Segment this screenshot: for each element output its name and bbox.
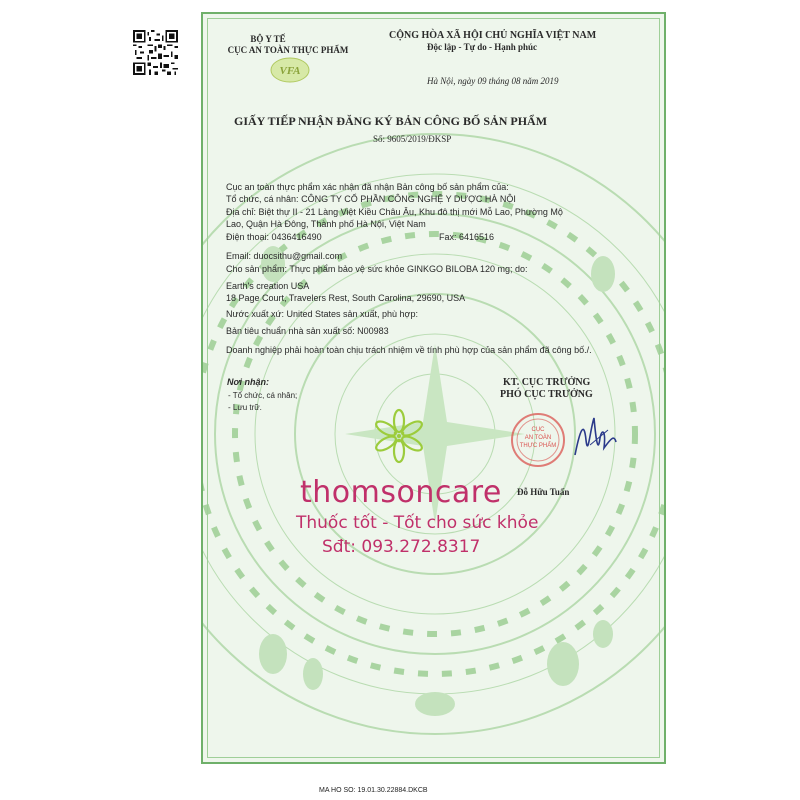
body-maker: Earth's creation USA [226,281,310,291]
brand-phone: Sđt: 093.272.8317 [322,537,481,557]
recipients-title: Nơi nhận: [227,377,270,387]
ministry-name: BỘ Y TẾ [250,34,286,44]
brand-slogan: Thuốc tốt - Tốt cho sức khỏe [296,513,539,533]
dossier-code: MA HO SO: 19.01.30.22884.DKCB [319,787,428,794]
body-product: Cho sản phẩm: Thực phẩm bảo vệ sức khỏe GINKGO BILOBA 120 mg; do: [226,264,528,274]
svg-text:VFA: VFA [279,65,301,77]
department-name: CỤC AN TOÀN THỰC PHẨM [227,45,349,55]
body-line-1: Cục an toàn thực phẩm xác nhận đã nhận Bản công bố sản phẩm của: [226,182,509,192]
body-line-4: Lao, Quận Hà Đông, Thành phố Hà Nội, Việt Nam [226,219,426,229]
document-number: Số: 9605/2019/ĐKSP [373,134,452,144]
motto: Độc lập - Tự do - Hạnh phúc [427,42,538,52]
body-maker-address: 18 Page Court, Travelers Rest, South Carolina, 29690, USA [226,293,466,303]
body-line-3: Địa chỉ: Biệt thự II - 21 Làng Việt Kiều Châu Âu, Khu đô thị mới Mỗ Lao, Phường Mộ [226,207,563,217]
stamp-text-3: THỰC PHẨM [519,443,557,449]
body-fax: Fax: 6416516 [439,232,495,242]
flower-logo-icon [368,405,430,467]
body-responsibility: Doanh nghiệp phải hoàn toàn chịu trách nhiệm về tính phù hợp của sản phẩm đã công bố./. [226,345,592,355]
signer-role-1: KT. CỤC TRƯỞNG [503,377,591,388]
body-line-2: Tổ chức, cá nhân: CÔNG TY CỔ PHẦN CÔNG NGHỆ Y DƯỢC HÀ NỘI [226,194,516,204]
recipient-2: - Lưu trữ. [228,403,262,412]
body-phone: Điện thoại: 0436416490 [226,232,322,242]
body-email: Email: duocsithu@gmail.com [226,251,343,261]
signer-role-2: PHÓ CỤC TRƯỞNG [500,389,593,400]
date-line: Hà Nội, ngày 09 tháng 08 năm 2019 [427,76,559,86]
stamp-text-2: AN TOÀN [524,435,552,441]
body-origin: Nước xuất xứ: United States sản xuất, phù hợp: [226,309,418,319]
handwritten-signature [570,410,620,465]
stamp-text-1: CỤC [531,427,545,433]
signer-name: Đỗ Hữu Tuấn [517,487,570,497]
body-standard: Bản tiêu chuẩn nhà sản xuất số: N00983 [226,326,389,336]
brand-watermark: thomsoncare [300,475,502,510]
document-title: GIẤY TIẾP NHẬN ĐĂNG KÝ BẢN CÔNG BỐ SẢN PHẨM [234,114,548,128]
qr-code [133,30,178,75]
vfa-logo [270,57,310,83]
country-name: CỘNG HÒA XÃ HỘI CHỦ NGHĨA VIỆT NAM [389,30,597,41]
recipient-1: - Tổ chức, cá nhân; [228,391,298,400]
official-stamp [510,412,566,468]
